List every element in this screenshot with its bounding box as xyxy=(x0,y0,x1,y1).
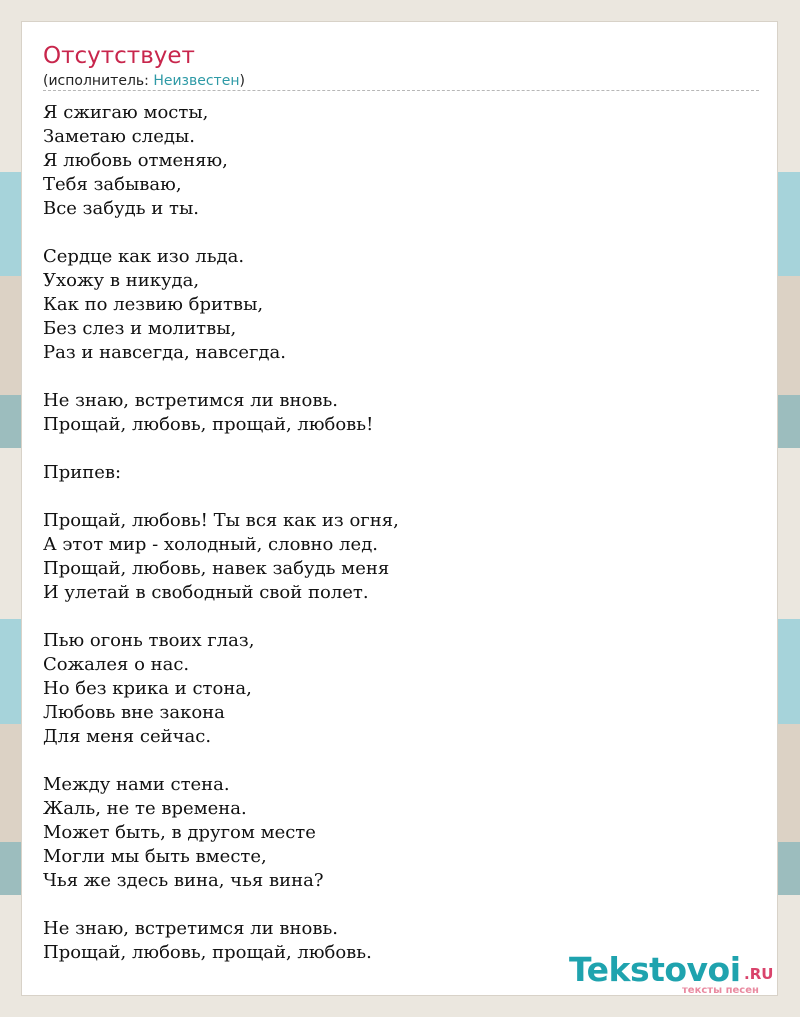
lyric-line: Жаль, не те времена. xyxy=(43,798,247,819)
logo-wordmark: Tekstovoi xyxy=(569,950,741,989)
lyric-line: Не знаю, встретимся ли вновь. xyxy=(43,390,338,411)
lyric-line: Не знаю, встретимся ли вновь. xyxy=(43,918,338,939)
lyric-line: Прощай, любовь, прощай, любовь! xyxy=(43,414,374,435)
logo-domain: .RU xyxy=(744,965,774,983)
stanza xyxy=(43,509,759,605)
lyric-line: Ухожу в никуда, xyxy=(43,270,200,291)
lyric-line: Может быть, в другом месте xyxy=(43,822,316,843)
lyric-line: Заметаю следы. xyxy=(43,126,195,147)
lyric-line: Я любовь отменяю, xyxy=(43,150,228,171)
stanza xyxy=(43,773,759,893)
title-divider xyxy=(43,90,759,91)
lyric-line: Но без крика и стона, xyxy=(43,678,252,699)
stanza xyxy=(43,629,759,749)
lyric-line: И улетай в свободный свой полет. xyxy=(43,582,369,603)
lyric-line: Пью огонь твоих глаз, xyxy=(43,630,255,651)
lyric-line: Могли мы быть вместе, xyxy=(43,846,267,867)
lyric-line: Прощай, любовь, прощай, любовь. xyxy=(43,942,372,963)
lyric-line: Как по лезвию бритвы, xyxy=(43,294,264,315)
lyric-line: А этот мир - холодный, словно лед. xyxy=(43,534,378,555)
logo-tagline: тексты песен xyxy=(682,985,759,996)
performer-line xyxy=(43,72,245,90)
lyric-line: Прощай, любовь! Ты вся как из огня, xyxy=(43,510,399,531)
site-logo[interactable] xyxy=(569,950,779,996)
performer-prefix: (исполнитель: xyxy=(43,73,154,89)
lyric-line: Без слез и молитвы, xyxy=(43,318,237,339)
lyric-line: Тебя забываю, xyxy=(43,174,182,195)
lyric-line: Между нами стена. xyxy=(43,774,230,795)
lyrics-text xyxy=(43,101,759,989)
performer-suffix: ) xyxy=(239,73,245,89)
chorus-label xyxy=(43,461,759,485)
lyric-line: Сердце как изо льда. xyxy=(43,246,245,267)
lyric-line: Любовь вне закона xyxy=(43,702,225,723)
lyric-line: Я сжигаю мосты, xyxy=(43,102,209,123)
lyric-line: Припев: xyxy=(43,462,122,483)
lyric-line: Раз и навсегда, навсегда. xyxy=(43,342,286,363)
song-title: Отсутствует xyxy=(43,43,195,69)
lyric-line: Сожалея о нас. xyxy=(43,654,190,675)
performer-link[interactable]: Неизвестен xyxy=(153,73,240,89)
lyrics-card xyxy=(21,21,778,996)
lyric-line: Все забудь и ты. xyxy=(43,198,199,219)
stanza xyxy=(43,389,759,437)
lyric-line: Прощай, любовь, навек забудь меня xyxy=(43,558,390,579)
stanza xyxy=(43,245,759,365)
lyric-line: Чья же здесь вина, чья вина? xyxy=(43,870,324,891)
lyric-line: Для меня сейчас. xyxy=(43,726,212,747)
stanza xyxy=(43,101,759,221)
